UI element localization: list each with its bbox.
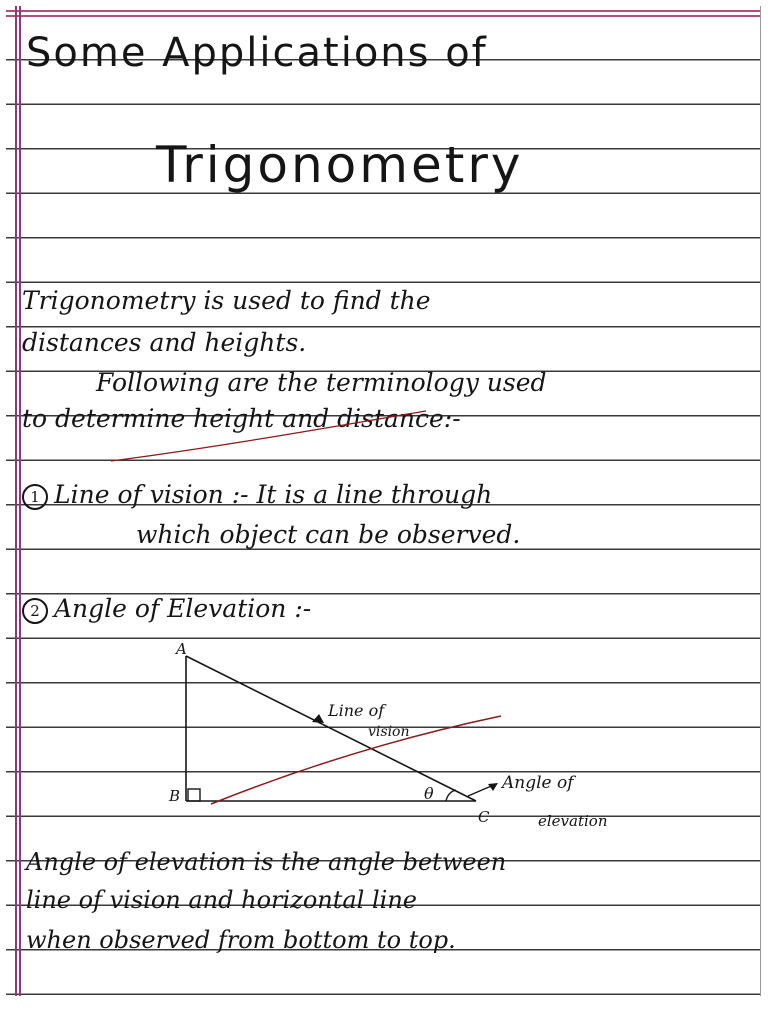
terms-line-2: to determine height and distance:- [22, 404, 461, 433]
title-line-2: Trigonometry [156, 136, 524, 194]
item2-number: 2 [22, 598, 48, 624]
intro-line-1: Trigonometry is used to find the [22, 286, 431, 315]
definition-line-2: line of vision and horizontal line [26, 886, 417, 914]
vision-arrow-icon [312, 714, 324, 723]
line-of-vision [186, 656, 476, 801]
point-c-label: C [478, 808, 490, 826]
red-pencil-line [211, 716, 501, 804]
line-label-2: vision [368, 724, 410, 740]
line-label-1: Line of [328, 701, 385, 720]
item1-line-2: which object can be observed. [136, 520, 521, 549]
intro-line-2: distances and heights. [22, 328, 307, 357]
terms-line-1: Following are the terminology used [96, 368, 547, 397]
notebook-page [6, 6, 761, 996]
angle-symbol: θ [424, 784, 434, 803]
point-a-label: A [176, 640, 187, 658]
angle-label-1: Angle of [502, 773, 574, 793]
right-angle-marker [188, 789, 200, 801]
item1-number: 1 [22, 484, 48, 510]
angle-arc [446, 790, 456, 801]
title-line-1: Some Applications of [26, 30, 488, 76]
item2-heading-text: Angle of Elevation :- [54, 594, 312, 623]
red-pencil-line-2 [111, 411, 426, 461]
item1-text-1: Line of vision :- It is a line through [54, 480, 493, 509]
angle-label-2: elevation [538, 812, 608, 830]
definition-line-3: when observed from bottom to top. [26, 926, 456, 954]
definition-line-1: Angle of elevation is the angle between [26, 848, 507, 876]
point-b-label: B [169, 787, 181, 805]
